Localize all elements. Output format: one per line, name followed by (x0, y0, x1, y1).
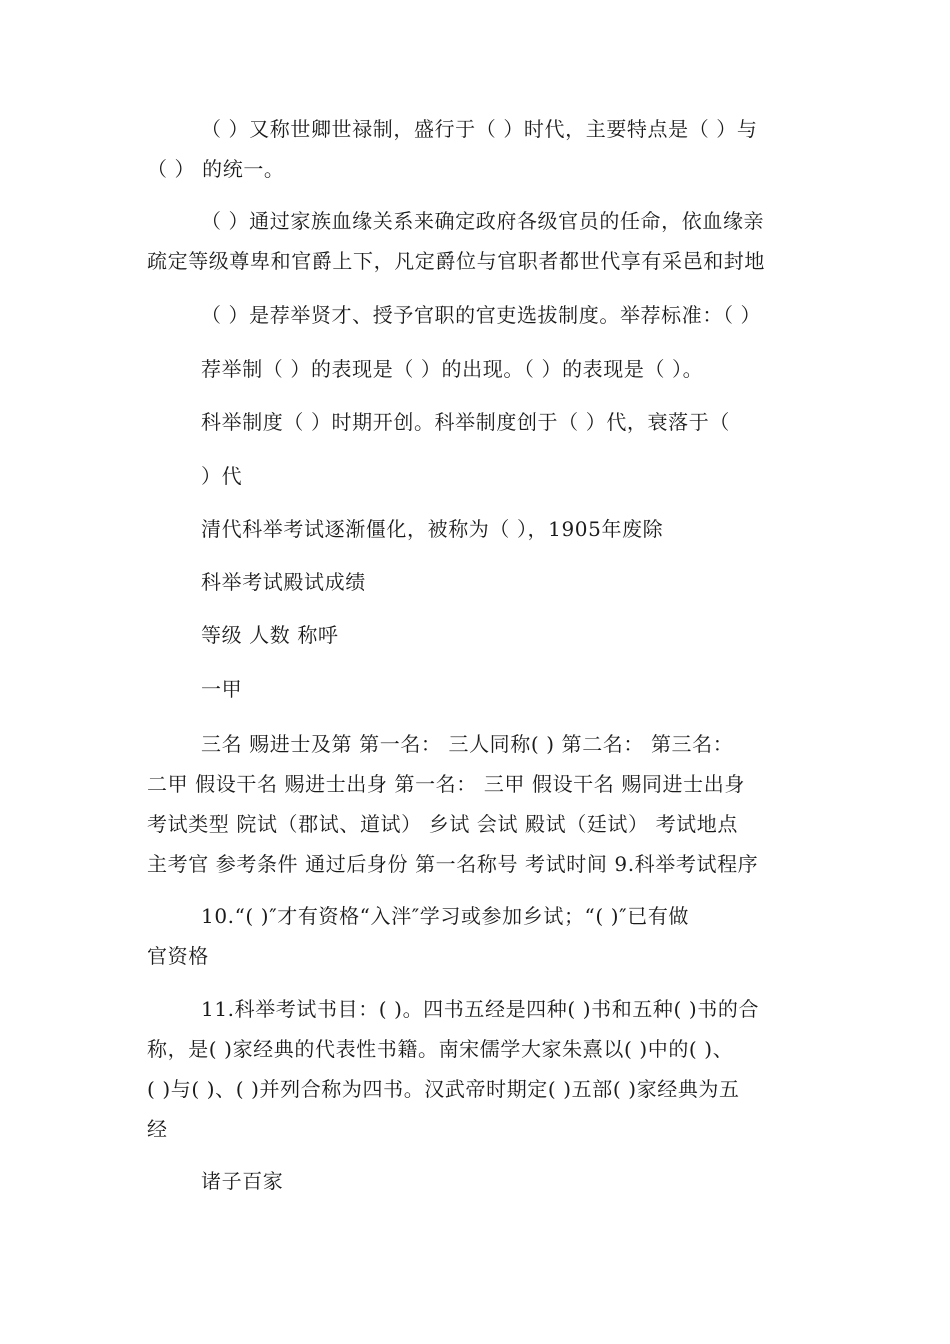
text-line-18: 官资格 (147, 944, 209, 968)
text-line-22: 经 (147, 1117, 168, 1141)
text-line-10: 科举考试殿试成绩 (201, 570, 366, 594)
text-line-8: ）代 (201, 464, 243, 488)
text-line-3: （ ）通过家族血缘关系来确定政府各级官员的任命，依血缘亲 (201, 209, 765, 233)
text-line-12: 一甲 (201, 677, 243, 701)
text-line-4: 疏定等级尊卑和官爵上下，凡定爵位与官职者都世代享有采邑和封地 (147, 249, 765, 273)
text-line-7: 科举制度（ ）时期开创。科举制度创于（ ）代，衰落于（ (201, 410, 730, 434)
text-line-5: （ ）是荐举贤才、授予官职的官吏选拔制度。举荐标准：（ ） (201, 303, 762, 327)
text-line-17: 10.“( )″才有资格“入泮″学习或参加乡试；“( )″已有做 (201, 904, 690, 928)
text-line-9: 清代科举考试逐渐僵化，被称为（ ），1905年废除 (201, 517, 664, 541)
text-line-15: 考试类型 院试（郡试、道试） 乡试 会试 殿试（廷试） 考试地点 (147, 812, 738, 836)
text-line-16: 主考官 参考条件 通过后身份 第一名称号 考试时间 9.科举考试程序 (147, 852, 759, 876)
text-line-21: ( )与( )、( )并列合称为四书。汉武帝时期定( )五部( )家经典为五 (147, 1077, 740, 1101)
text-line-14: 二甲 假设干名 赐进士出身 第一名： 三甲 假设干名 赐同进士出身 (147, 772, 745, 796)
text-line-23: 诸子百家 (201, 1169, 284, 1193)
text-line-1: （ ）又称世卿世禄制，盛行于（ ）时代，主要特点是（ ）与 (201, 117, 758, 141)
text-line-6: 荐举制（ ）的表现是（ ）的出现。（ ）的表现是（ ）。 (201, 357, 704, 381)
text-line-20: 称，是( )家经典的代表性书籍。南宋儒学大家朱熹以( )中的( )、 (147, 1037, 734, 1061)
text-line-11: 等级 人数 称呼 (201, 623, 339, 647)
text-line-2: （ ） 的统一。 (147, 157, 285, 181)
text-line-19: 11.科举考试书目：( )。四书五经是四种( )书和五种( )书的合 (201, 997, 760, 1021)
text-line-13: 三名 赐进士及第 第一名： 三人同称( ) 第二名： 第三名： (201, 732, 734, 756)
